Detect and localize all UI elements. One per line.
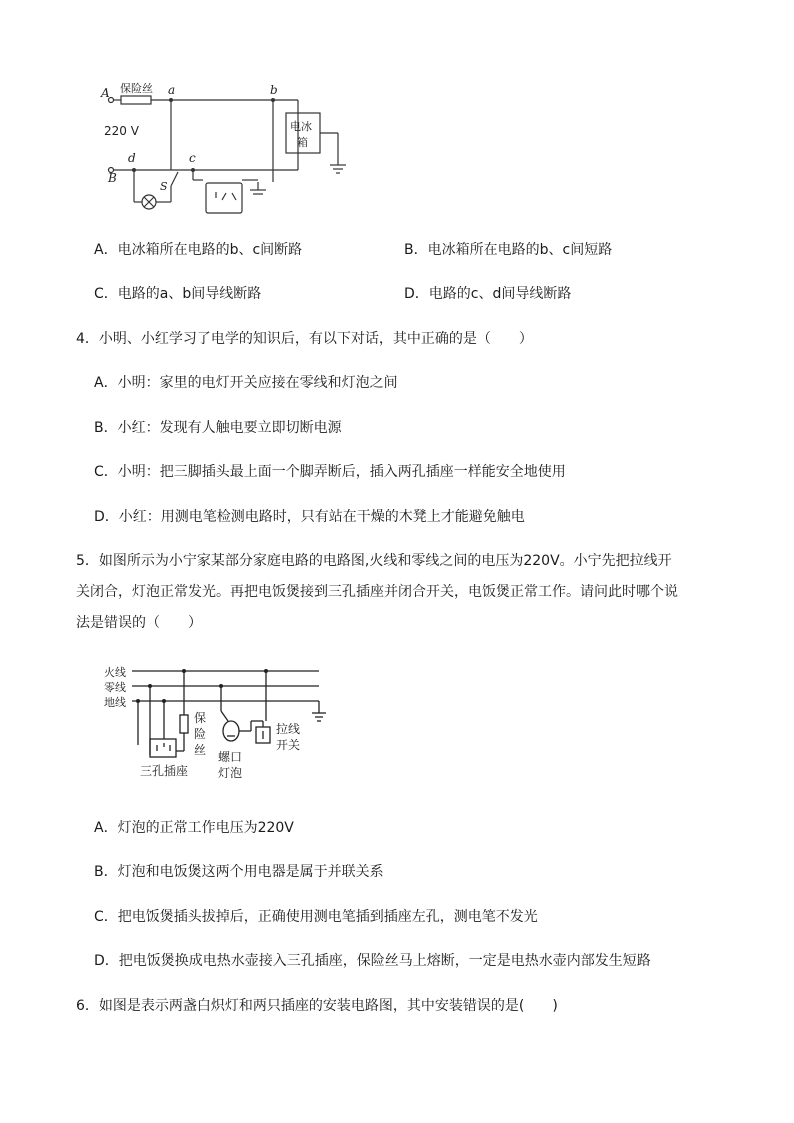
bulb-label-2: 灯泡 — [218, 766, 243, 780]
q5-stem-line1: 5．如图所示为小宁家某部分家庭电路的电路图,火线和零线之间的电压为220V。小宁先把拉线开 — [76, 553, 672, 569]
q3-option-d: D．电路的c、d间导线断路 — [404, 286, 572, 302]
q5-option-a: A．灯泡的正常工作电压为220V — [94, 820, 294, 836]
q3-option-b: B．电冰箱所在电路的b、c间短路 — [404, 242, 613, 258]
node-b: b — [270, 83, 278, 97]
switch-label-1: 拉线 — [276, 722, 301, 736]
neutral-wire-label: 零线 — [104, 681, 126, 694]
q5-stem-line3: 法是错误的（ ） — [76, 615, 202, 631]
household-circuit-diagram — [104, 663, 344, 788]
q4-option-d: D．小红：用测电笔检测电路时，只有站在干燥的木凳上才能避免触电 — [94, 509, 525, 525]
q4-stem: 4．小明、小红学习了电学的知识后，有以下对话，其中正确的是（ ） — [76, 331, 533, 347]
q3-option-a: A．电冰箱所在电路的b、c间断路 — [94, 242, 303, 258]
q5-option-d: D．把电饭煲换成电热水壶接入三孔插座，保险丝马上熔断，一定是电热水壶内部发生短路 — [94, 953, 651, 969]
ground-wire-label: 地线 — [104, 696, 126, 709]
node-d: d — [128, 151, 136, 165]
fuse-label: 保险丝 — [120, 82, 153, 95]
switch-label-2: 开关 — [276, 738, 301, 752]
q4-option-a: A．小明：家里的电灯开关应接在零线和灯泡之间 — [94, 375, 398, 391]
fuse-char-2: 险 — [194, 727, 207, 741]
q4-option-b: B．小红：发现有人触电要立即切断电源 — [94, 420, 342, 436]
node-c: c — [189, 151, 196, 165]
label-A: A — [101, 86, 110, 100]
node-a: a — [168, 83, 176, 97]
fridge-circuit-diagram — [98, 80, 358, 220]
fuse-char-1: 保 — [194, 711, 207, 725]
socket-label: 三孔插座 — [140, 764, 189, 778]
fridge-label-1: 电冰 — [290, 120, 312, 133]
q5-option-b: B．灯泡和电饭煲这两个用电器是属于并联关系 — [94, 864, 384, 880]
switch-label: S — [160, 180, 168, 193]
q3-option-c: C．电路的a、b间导线断路 — [94, 286, 262, 302]
label-B: B — [108, 171, 117, 185]
q4-option-c: C．小明：把三脚插头最上面一个脚弄断后，插入两孔插座一样能安全地使用 — [94, 464, 566, 480]
voltage-label: 220 V — [104, 124, 139, 138]
fuse-char-3: 丝 — [194, 743, 207, 757]
q5-option-c: C．把电饭煲插头拔掉后，正确使用测电笔插到插座左孔，测电笔不发光 — [94, 909, 538, 925]
live-wire-label: 火线 — [104, 666, 126, 679]
q5-stem-line2: 关闭合，灯泡正常发光。再把电饭煲接到三孔插座并闭合开关，电饭煲正常工作。请问此时哪个说 — [76, 584, 678, 600]
bulb-label-1: 螺口 — [218, 750, 243, 764]
fridge-label-2: 箱 — [297, 136, 308, 149]
q6-stem: 6．如图是表示两盏白炽灯和两只插座的安装电路图，其中安装错误的是( ) — [76, 998, 558, 1014]
